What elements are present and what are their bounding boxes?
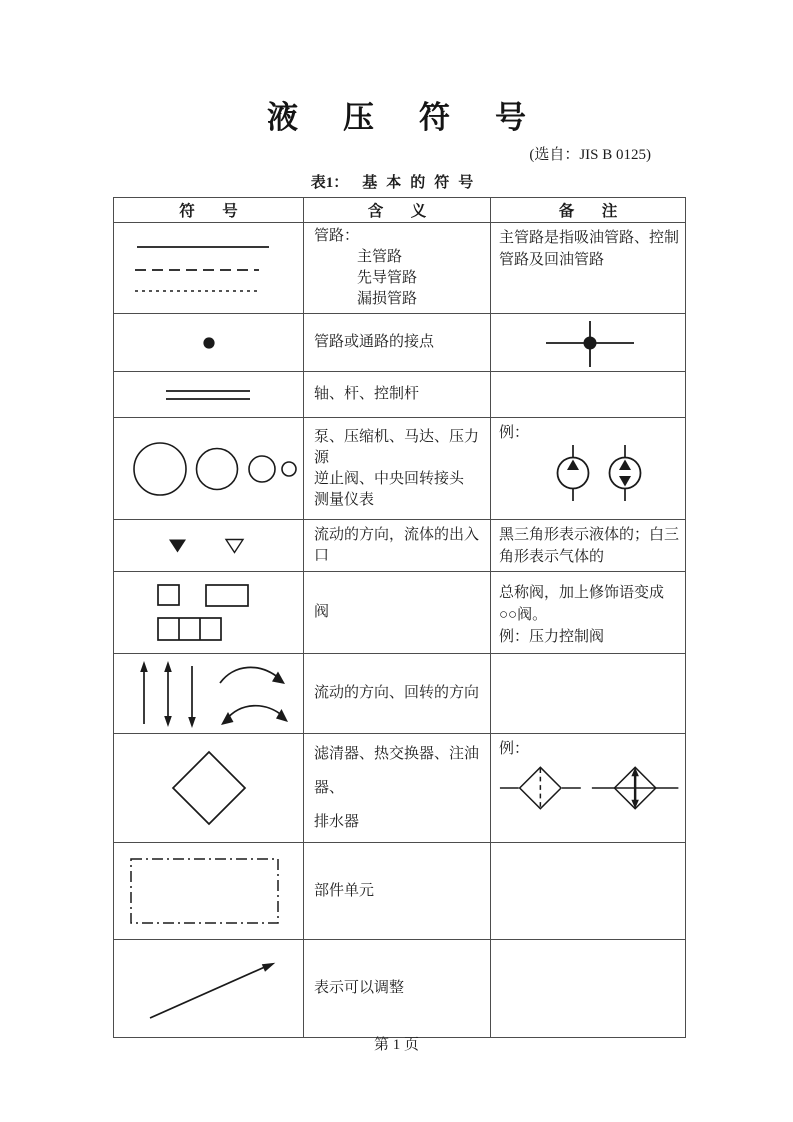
filter-dashed-diamond-icon — [499, 762, 582, 814]
meaning-line: 泵、压缩机、马达、压力源 — [314, 428, 480, 466]
page-title: 液 压 符 号 — [267, 100, 533, 135]
remark-line: 总称阀，加上修饰语变成○○阀。 — [499, 585, 665, 623]
pipe-lines-icon — [129, 241, 279, 299]
table-row-arrows — [114, 654, 686, 734]
col-header-meaning: 含 义 — [304, 198, 491, 223]
meaning-item: 漏损管路 — [357, 291, 418, 307]
filled-triangle-icon — [169, 539, 186, 552]
meaning-item: 主管路 — [357, 249, 403, 265]
table-row-adjustable — [114, 940, 686, 1038]
meaning-text: 部件单元 — [304, 843, 491, 940]
header-row — [114, 198, 686, 223]
table-row-circles — [114, 418, 686, 520]
circles-icon — [129, 439, 307, 499]
parallel-lines-icon — [166, 388, 252, 402]
source-note: (选自：JIS B 0125) — [529, 147, 651, 163]
meaning-item: 先导管路 — [357, 270, 418, 286]
table-row-shaft — [114, 372, 686, 418]
adjustable-arrow-icon — [142, 954, 284, 1024]
remark-text: 主管路是指吸油管路、控制管路及回油管路 — [491, 223, 686, 314]
example-label: 例： — [499, 741, 530, 757]
meaning-line: 逆止阀、中央回转接头 — [314, 470, 465, 487]
double-arrow-icon — [164, 661, 172, 672]
flow-rotation-arrows-icon — [136, 658, 296, 730]
table-row-valve — [114, 572, 686, 654]
meaning-text: 管路： — [314, 228, 360, 244]
heat-exchanger-diamond-icon — [590, 762, 680, 814]
valve-squares-icon — [155, 583, 263, 643]
down-arrow-icon — [188, 717, 196, 728]
pump-one-triangle-icon — [551, 444, 595, 502]
flow-triangles-icon — [168, 538, 250, 554]
example-label: 例： — [499, 425, 530, 441]
meaning-text: 表示可以调整 — [304, 940, 491, 1038]
remark-text — [491, 843, 686, 940]
up-arrow-icon — [140, 661, 148, 672]
meaning-text: 流动的方向、回转的方向 — [304, 654, 491, 734]
table-row-diamond — [114, 734, 686, 843]
junction-cross-icon — [542, 318, 638, 368]
col-header-remark: 备 注 — [491, 198, 686, 223]
table-caption — [0, 171, 793, 192]
meaning-line: 测量仪表 — [314, 491, 375, 508]
table-row-unit — [114, 843, 686, 940]
meaning-text: 阀 — [304, 572, 491, 654]
meaning-text: 管路或通路的接点 — [304, 314, 491, 372]
diamond-icon — [171, 750, 247, 826]
meaning-line: 排水器 — [314, 814, 360, 830]
page-number: 第 1 页 — [373, 1037, 419, 1053]
dash-dot-rectangle-icon — [129, 856, 281, 926]
meaning-line: 滤清器、热交换器、注油器、 — [314, 746, 480, 796]
col-header-symbol: 符 号 — [114, 198, 304, 223]
curved-arrow-icon — [220, 667, 280, 683]
table-row-pipes — [114, 223, 686, 314]
meaning-text: 轴、杆、控制杆 — [304, 372, 491, 418]
remark-text: 黑三角形表示液体的；白三角形表示气体的 — [491, 520, 686, 572]
remark-line: 例：压力控制阀 — [499, 629, 605, 645]
symbols-table — [113, 197, 686, 1038]
remark-text — [491, 940, 686, 1038]
curved-double-arrow-icon — [226, 705, 284, 719]
table-row-junction — [114, 314, 686, 372]
meaning-text: 流动的方向，流体的出入口 — [304, 520, 491, 572]
pump-two-triangle-icon — [603, 444, 647, 502]
junction-dot-icon — [202, 336, 216, 350]
table-caption-text: 基本的符号 — [362, 175, 483, 191]
table-caption-prefix: 表1： — [310, 175, 349, 191]
remark-text — [491, 654, 686, 734]
remark-text — [491, 372, 686, 418]
table-row-triangles — [114, 520, 686, 572]
hollow-triangle-icon — [226, 539, 243, 552]
